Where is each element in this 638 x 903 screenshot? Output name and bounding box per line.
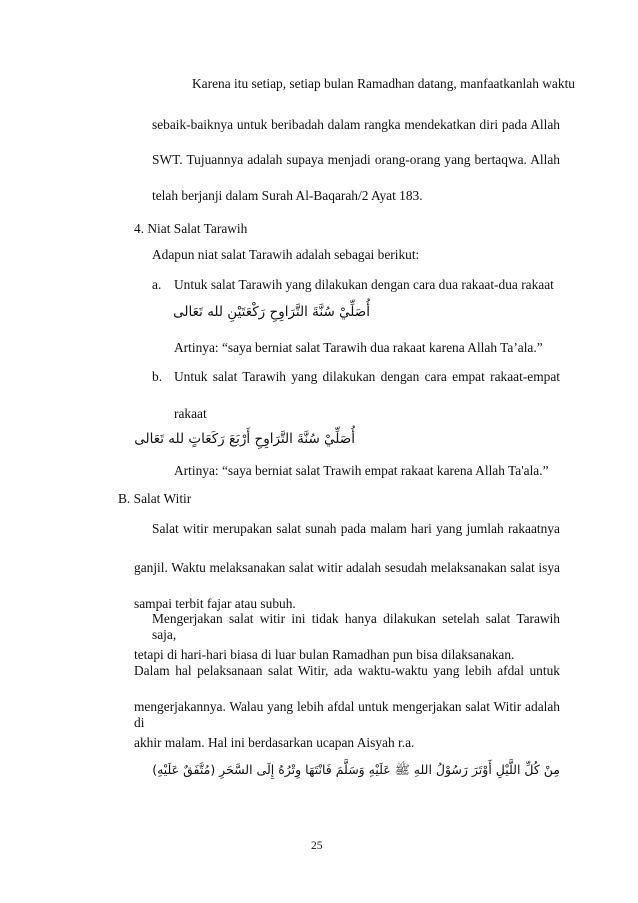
sub-a-text: Untuk salat Tarawih yang dilakukan dengan cara dua rakaat-dua rakaat — [174, 277, 554, 292]
aisyah-hadith-arabic: مِنْ كُلِّ اللَّيْلِ أَوْتَرَ رَسُوْلُ اللهِ ﷺ عَلَيْهِ وَسَلَّمَ فَانْتَهَا وِتْرُهُ إِلَى السَّحَرِ (مُتَّفَقٌ عَلَيْهِ) — [152, 762, 560, 777]
paragraph-1-line-3: SWT. Tujuannya adalah supaya menjadi orang-orang yang bertaqwa. Allah — [152, 152, 560, 167]
witir-paragraph-2-line-1: Mengerjakan salat witir ini tidak hanya dilakukan setelah salat Tarawih saja, — [152, 611, 560, 642]
item-4-intro: Adapun niat salat Tarawih adalah sebagai berikut: — [152, 247, 420, 262]
paragraph-1-line-2: sebaik-baiknya untuk beribadah dalam rangka mendekatkan diri pada Allah — [152, 117, 560, 132]
item-4-heading: 4. Niat Salat Tarawih — [134, 221, 248, 236]
sub-b-text-line-1: Untuk salat Tarawih yang dilakukan dengan cara empat rakaat-empat — [174, 369, 560, 384]
sub-b-text-line-2: rakaat — [174, 406, 207, 421]
section-b-heading: B. Salat Witir — [118, 491, 192, 506]
paragraph-1-line-4: telah berjanji dalam Surah Al-Baqarah/2 Ayat 183. — [152, 188, 423, 203]
paragraph-1-line-1: Karena itu setiap, setiap bulan Ramadhan datang, manfaatkanlah waktu — [192, 76, 575, 91]
witir-paragraph-1-line-1: Salat witir merupakan salat sunah pada malam hari yang jumlah rakaatnya — [152, 521, 560, 536]
sub-a-label: a. — [152, 277, 162, 292]
witir-paragraph-2-line-2: tetapi di hari-hari biasa di luar bulan Ramadhan pun bisa dilaksanakan. — [134, 647, 515, 662]
witir-paragraph-3-line-3: akhir malam. Hal ini berdasarkan ucapan Aisyah r.a. — [134, 735, 415, 750]
sub-b-translation: Artinya: “saya berniat salat Trawih empat rakaat karena Allah Ta'ala.” — [174, 463, 549, 478]
witir-paragraph-3-line-2: mengerjakannya. Walau yang lebih afdal untuk mengerjakan salat Witir adalah di — [134, 699, 560, 730]
witir-paragraph-1-line-2: ganjil. Waktu melaksanakan salat witir adalah sesudah melaksanakan salat isya — [134, 560, 560, 575]
page-number: 25 — [311, 840, 323, 852]
sub-b-label: b. — [152, 369, 163, 384]
witir-paragraph-3-line-1: Dalam hal pelaksanaan salat Witir, ada waktu-waktu yang lebih afdal untuk — [134, 663, 560, 678]
witir-paragraph-1-line-3: sampai terbit fajar atau subuh. — [134, 596, 296, 611]
sub-a-translation: Artinya: “saya berniat salat Tarawih dua rakaat karena Allah Ta’ala.” — [174, 340, 543, 355]
sub-b-arabic-niat: أُصَلِّيْ سُنَّةَ التَّرَاوِحِ أَرْبَعَ رَكَعَاتٍ لله تَعَالى — [134, 431, 355, 447]
sub-a-arabic-niat: أُصَلِّيْ سُنَّةَ التَّرَاوِحِ رَكْعَتَيْنِ لله تَعَالى — [173, 304, 370, 320]
